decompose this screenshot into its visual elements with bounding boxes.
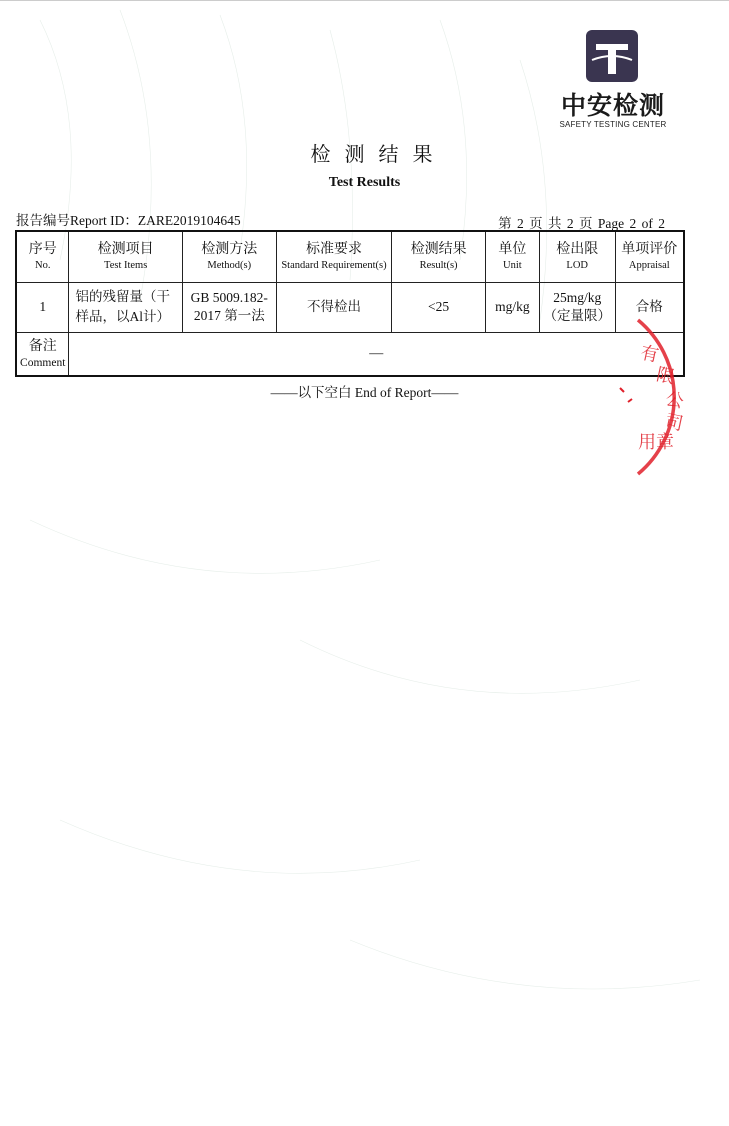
header-test-items: 检测项目 Test Items xyxy=(69,231,182,282)
page-title-en: Test Results xyxy=(328,175,401,190)
results-table xyxy=(15,230,685,377)
header-requirement: 标准要求 Standard Requirement(s) xyxy=(276,231,392,282)
header-no: 序号 No. xyxy=(16,231,69,282)
page-title-cn: 检测结果 xyxy=(310,142,447,166)
logo-t-icon xyxy=(586,30,638,82)
logo-name-en: SAFETY TESTING CENTER xyxy=(559,120,667,129)
cell-test-item: 铝的残留量（干样品，以Al计） xyxy=(69,282,182,332)
cell-method: GB 5009.182-2017 第一法 xyxy=(182,282,276,332)
header-lod: 检出限 LOD xyxy=(539,231,615,282)
svg-text:用章: 用章 xyxy=(638,432,674,453)
comment-label: 备注 Comment xyxy=(16,332,69,376)
cell-lod: 25mg/kg（定量限） xyxy=(539,282,615,332)
header-appraisal: 单项评价 Appraisal xyxy=(615,231,684,282)
header-unit: 单位 Unit xyxy=(485,231,539,282)
cell-no: 1 xyxy=(16,282,69,332)
page-number: 第 2 页 共 2 页 Page 2 of 2 xyxy=(498,216,665,231)
table-row xyxy=(16,282,684,332)
svg-text:有限公司: 有限公司 xyxy=(638,342,686,436)
logo-name-cn: 中安检测 xyxy=(560,91,665,120)
table-header-row xyxy=(16,231,684,282)
comment-row xyxy=(16,332,684,376)
company-logo xyxy=(548,30,678,134)
cell-unit: mg/kg xyxy=(485,282,539,332)
end-of-report: ——以下空白 End of Report—— xyxy=(270,385,459,400)
header-result: 检测结果 Result(s) xyxy=(392,231,486,282)
comment-value: — xyxy=(69,332,684,376)
header-method: 检测方法 Method(s) xyxy=(182,231,276,282)
cell-requirement: 不得检出 xyxy=(276,282,392,332)
company-seal-stamp xyxy=(598,318,729,488)
report-id: 报告编号Report ID：ZARE2019104645 xyxy=(16,213,241,228)
cell-result: <25 xyxy=(392,282,486,332)
cell-appraisal: 合格 xyxy=(615,282,684,332)
